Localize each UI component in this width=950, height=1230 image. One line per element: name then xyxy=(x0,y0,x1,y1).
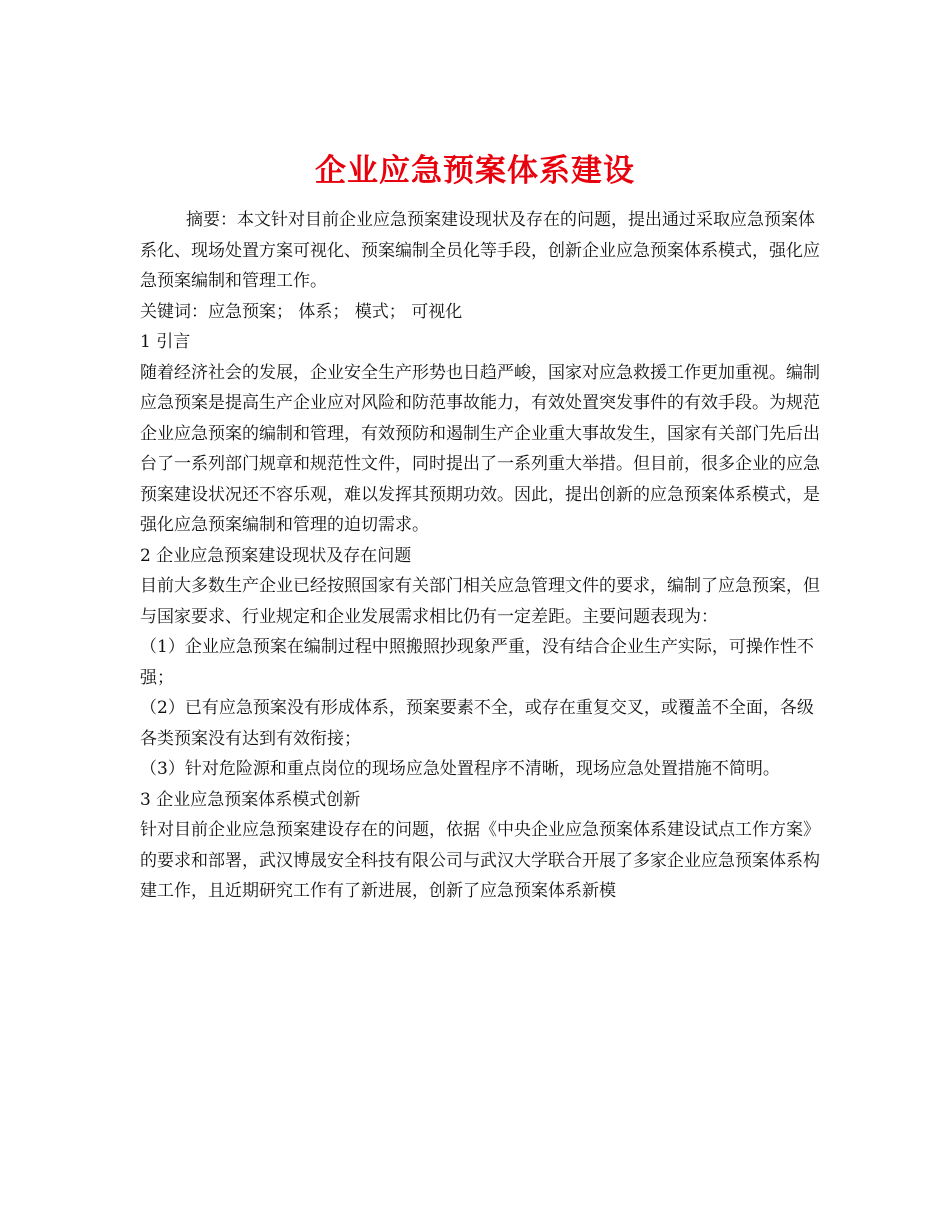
introduction-paragraph: 随着经济社会的发展，企业安全生产形势也日趋严峻，国家对应急救援工作更加重视。编制应急预案是提高生产企业应对风险和防范事故能力，有效处置突发事件的有效手段。为规范企业应急预案的编制和管理，有效预防和遏制生产企业重大事故发生，国家有关部门先后出台了一系列部门规章和规范性文件，同时提出了一系列重大举措。但目前，很多企业的应急预案建设状况还不容乐观，难以发挥其预期功效。因此，提出创新的应急预案体系模式，是强化应急预案编制和管理的迫切需求。 xyxy=(140,362,820,535)
keywords-line: 关键词：应急预案； 体系； 模式； 可视化 xyxy=(140,301,463,322)
section-heading-introduction: 1 引言 xyxy=(140,332,191,352)
section-heading-current-status: 2 企业应急预案建设现状及存在问题 xyxy=(140,545,412,566)
abstract-paragraph: 摘要：本文针对目前企业应急预案建设现状及存在的问题，提出通过采取应急预案体系化、现场处置方案可视化、预案编制全员化等手段，创新企业应急预案体系模式，强化应急预案编制和管理工作。 xyxy=(140,210,820,291)
innovation-paragraph: 针对目前企业应急预案建设存在的问题，依据《中央企业应急预案体系建设试点工作方案》的要求和部署，武汉博晟安全科技有限公司与武汉大学联合开展了多家企业应急预案体系构建工作，且近期研究工作有了新进展，创新了应急预案体系新模 xyxy=(140,820,820,901)
section-heading-innovation: 3 企业应急预案体系模式创新 xyxy=(140,789,361,810)
problem-item-1: （1）企业应急预案在编制过程中照搬照抄现象严重，没有结合企业生产实际，可操作性不强； xyxy=(140,637,814,688)
problem-item-2: （2）已有应急预案没有形成体系，预案要素不全，或存在重复交叉，或覆盖不全面，各级各类预案没有达到有效衔接； xyxy=(140,698,814,749)
problem-item-3: （3）针对危险源和重点岗位的现场应急处置程序不清晰，现场应急处置措施不简明。 xyxy=(140,759,780,779)
current-status-paragraph: 目前大多数生产企业已经按照国家有关部门相关应急管理文件的要求，编制了应急预案，但与国家要求、行业规定和企业发展需求相比仍有一定差距。主要问题表现为： xyxy=(140,576,820,627)
document-title: 企业应急预案体系建设 xyxy=(315,152,635,189)
document-body xyxy=(140,205,820,907)
